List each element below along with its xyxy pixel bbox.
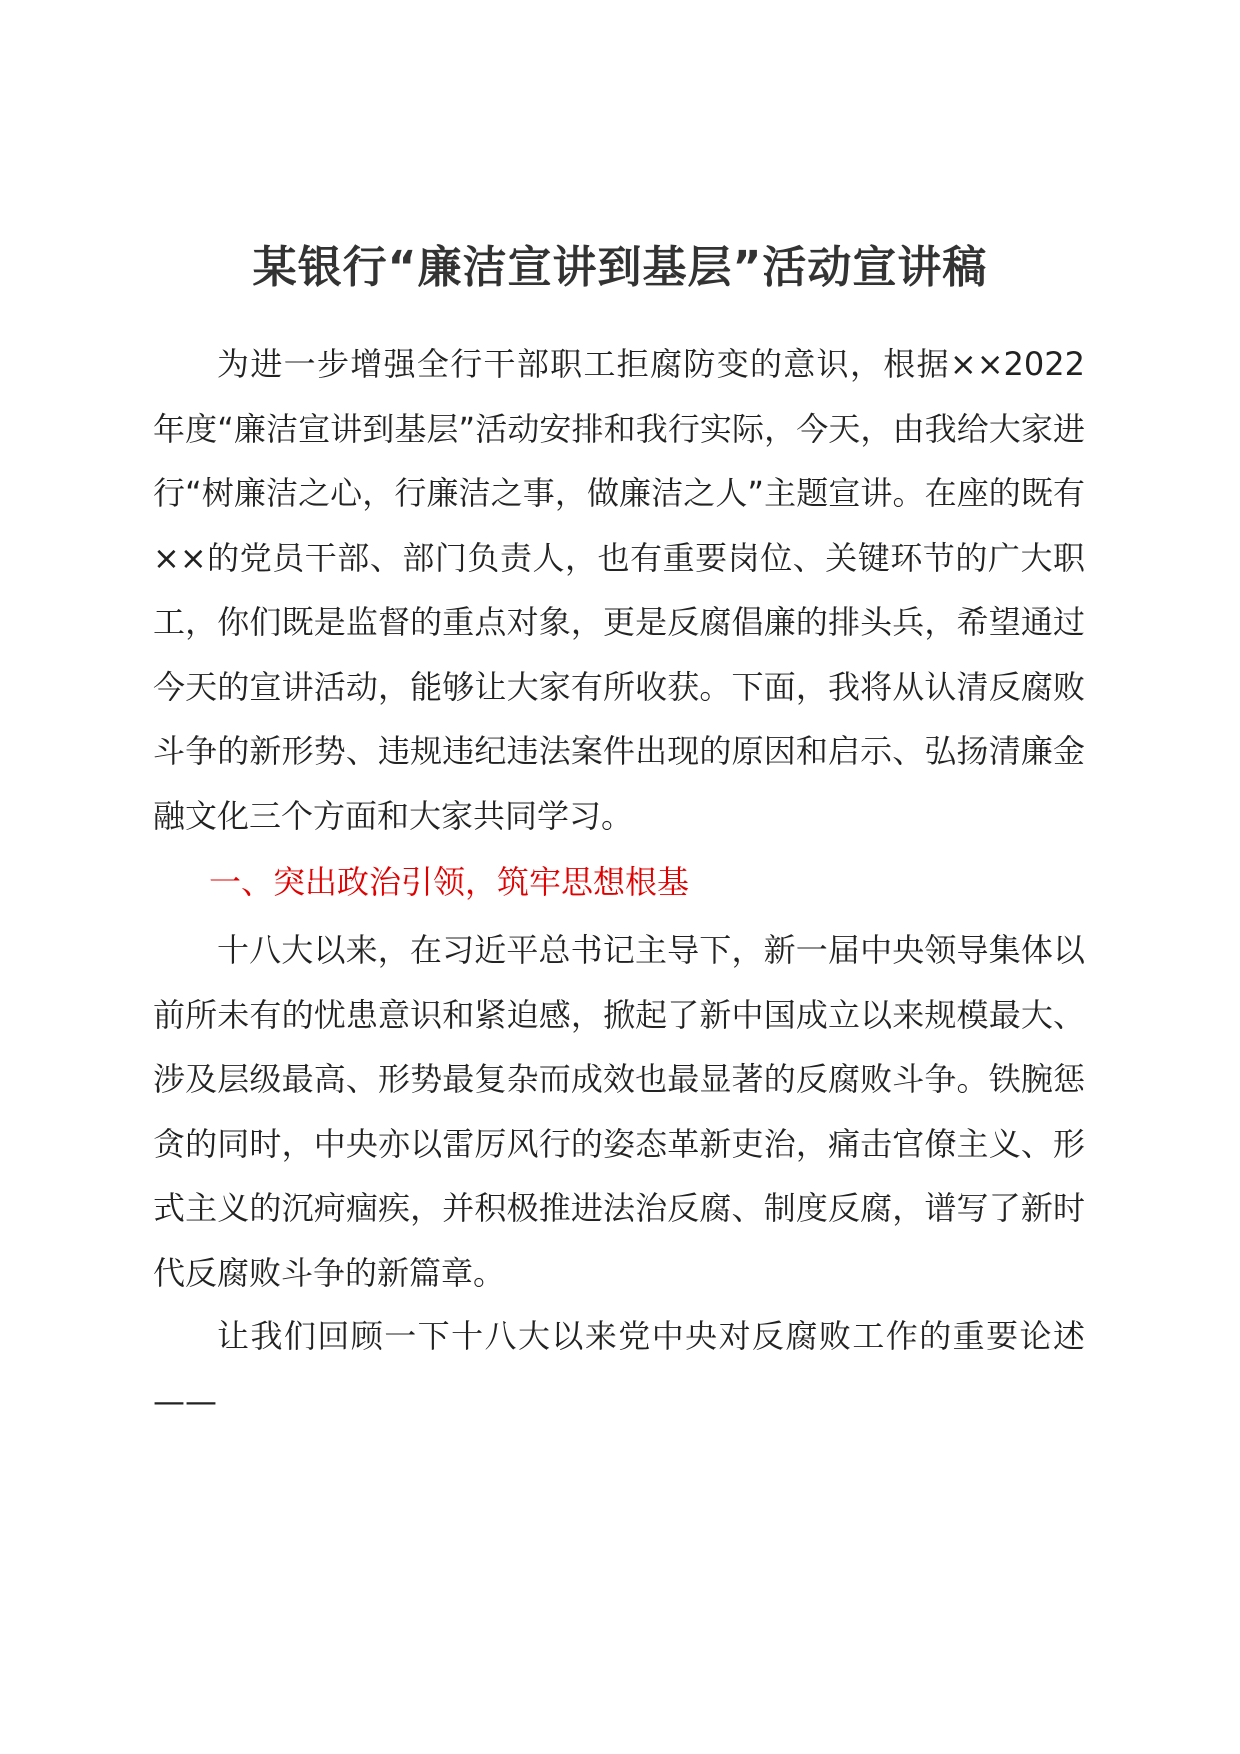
body-paragraph: 让我们回顾一下十八大以来党中央对反腐败工作的重要论述—— — [153, 1317, 1085, 1420]
document-title: 某银行“廉洁宣讲到基层”活动宣讲稿 — [252, 242, 988, 293]
body-paragraph: 十八大以来，在习近平总书记主导下，新一届中央领导集体以前所未有的忧患意识和紧迫感，掀起了新中国成立以来规模最大、涉及层级最高、形势最复杂而成效也最显著的反腐败斗争。铁腕惩贪的同时，中央亦以雷厉风行的姿态革新吏治，痛击官僚主义、形式主义的沉疴痼疾，并积极推进法治反腐、制度反腐，谱写了新时代反腐败斗争的新篇章。 — [153, 931, 1085, 1292]
section-heading: 一、突出政治引领，筑牢思想根基 — [209, 863, 690, 901]
intro-paragraph: 为进一步增强全行干部职工拒腐防变的意识，根据××2022年度“廉洁宣讲到基层”活动安排和我行实际，今天，由我给大家进行“树廉洁之心，行廉洁之事，做廉洁之人”主题宣讲。在座的既有××的党员干部、部门负责人，也有重要岗位、关键环节的广大职工，你们既是监督的重点对象，更是反腐倡廉的排头兵，希望通过今天的宣讲活动，能够让大家有所收获。下面，我将从认清反腐败斗争的新形势、违规违纪违法案件出现的原因和启示、弘扬清廉金融文化三个方面和大家共同学习。 — [153, 345, 1085, 835]
